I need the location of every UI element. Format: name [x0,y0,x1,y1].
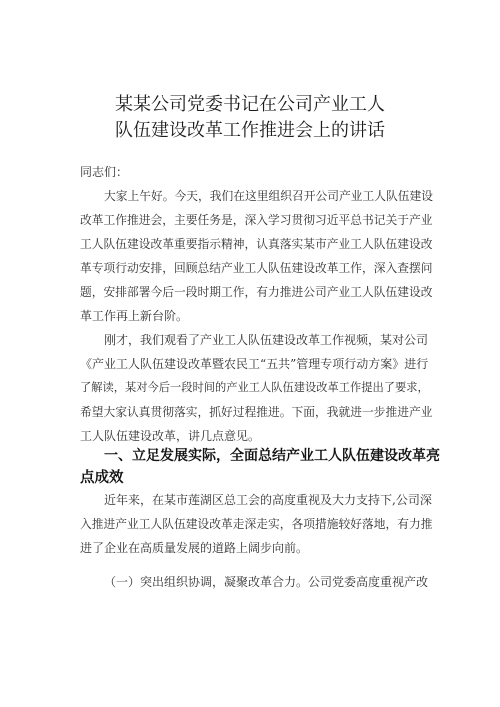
paragraph-3-line: 入推进产业工人队伍建设改革走深走实，各项措施较好落地，有力推 [80,517,433,531]
section-heading-line: 一、立足发展实际，全面总结产业工人队伍建设改革亮 [104,448,440,464]
paragraph-1-line: 题，安排部署今后一段时期工作，有力推进公司产业工人队伍建设改 [80,285,433,299]
paragraph-2-line: 工人队伍建设改革，讲几点意见。 [80,429,261,443]
section-heading-line: 点成效 [80,470,124,486]
paragraph-3-line: 进了企业在高质量发展的道路上阔步向前。 [80,541,309,555]
paragraph-1-line: 工人队伍建设改革重要指示精神，认真落实某市产业工人队伍建设改 [80,237,433,251]
paragraph-2-line: 希望大家认真贯彻落实，抓好过程推进。下面，我就进一步推进产业 [80,405,433,419]
paragraph-1-line: 革专项行动安排，回顾总结产业工人队伍建设改革工作，深入查摆问 [80,261,433,275]
paragraph-2-line: 《产业工人队伍建设改革暨农民工“五共”管理专项行动方案》进行 [80,357,429,371]
title-line-1: 某某公司党委书记在公司产业工人 [115,94,385,115]
paragraph-2-line: 了解读，某对今后一段时间的产业工人队伍建设改革工作提出了要求， [80,381,429,394]
salutation: 同志们： [80,165,129,179]
paragraph-1-line: 革工作再上新台阶。 [80,309,189,323]
paragraph-1-line: 大家上午好。今天，我们在这里组织召开公司产业工人队伍建设 [104,189,433,203]
title-line-2: 队伍建设改革工作推进会上的讲话 [115,120,385,141]
paragraph-2-line: 刚才，我们观看了产业工人队伍建设改革工作视频，某对公司 [104,333,429,347]
paragraph-1-line: 改革工作推进会，主要任务是，深入学习贯彻习近平总书记关于产业 [80,213,433,227]
paragraph-4-line: （一）突出组织协调，凝聚改革合力。公司党委高度重视产改 [104,575,429,589]
paragraph-3-line: 近年来，在某市莲湖区总工会的高度重视及大力支持下,公司深 [104,493,432,507]
